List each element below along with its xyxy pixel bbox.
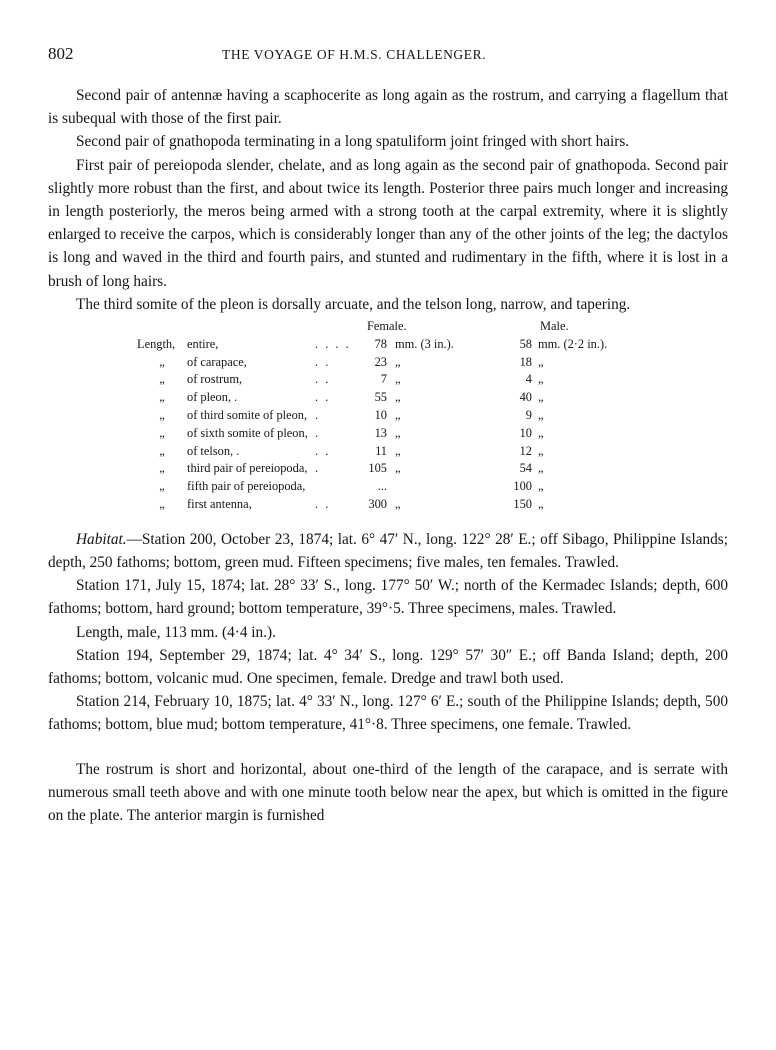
measurement-male: 58 [519, 336, 532, 351]
measurement-label [137, 443, 309, 461]
measurement-male-unit: „ [538, 390, 544, 405]
measurement-dots: . [315, 461, 321, 476]
row-prefix: „ [159, 479, 165, 494]
habitat-station-194: Station 194, September 29, 1874; lat. 4° 34′ S., long. 129° 57′ 30″ E.; off Banda Island; depth, 200 fathoms; bottom, volcanic mud. One specimen, female. Dredge and trawl both used. [48, 646, 728, 688]
table-row [137, 496, 618, 514]
habitat-length-male: Length, male, 113 mm. (4·4 in.). [76, 623, 276, 641]
measurement-male: 12 [519, 443, 532, 458]
row-prefix: „ [159, 497, 165, 511]
table-row [137, 389, 618, 407]
measurement-male: 54 [519, 461, 532, 476]
measurement-label [137, 496, 309, 514]
row-label: of sixth somite of pleon, [187, 425, 308, 440]
row-label: of pleon, . [187, 390, 238, 405]
measurement-male-unit: mm. (2·2 in.). [538, 336, 608, 351]
table-row [137, 371, 618, 389]
row-label: of third somite of pleon, [187, 408, 308, 423]
measurement-female-unit: „ [395, 425, 401, 440]
row-label: entire, [187, 336, 219, 351]
table-row [137, 336, 618, 354]
measurement-female: ... [377, 479, 387, 494]
table-row [137, 407, 618, 425]
measurement-dots: . . [315, 497, 331, 511]
measurement-dots: . . [315, 390, 331, 405]
habitat-section [48, 528, 728, 737]
measurement-male-unit: „ [538, 479, 544, 494]
measurement-dots: . . [315, 372, 331, 387]
paragraph-pereiopoda: First pair of pereiopoda slender, chelate, and as long again as the second pair of gnathopoda. Second pair slightly more robust than the first, and about twice its length. Posterior three pairs much longer and increasing in length posteriorly, the meros being armed with a strong tooth at the carpal extremity, where it is slightly enlarged to receive the carpos, which is considerably longer than any of the other joints of the leg; the dactylos is long and waved in the third and fourth pairs, and stunted and rudimentary in the fifth, where it is lost in a brush of long hairs. [48, 156, 728, 290]
paragraph-antennae: Second pair of antennæ having a scaphocerite as long again as the rostrum, and carrying a flagellum that is subequal with those of the first pair. [48, 87, 728, 128]
table-header-row [137, 318, 618, 336]
table-row [137, 354, 618, 372]
table-row [137, 443, 618, 461]
measurement-female: 55 [374, 390, 387, 405]
measurement-female: 300 [368, 497, 387, 511]
measurement-dots: . [315, 408, 321, 423]
measurement-female-unit: „ [395, 390, 401, 405]
measurement-label [137, 478, 309, 496]
running-head: THE VOYAGE OF H.M.S. CHALLENGER. [222, 47, 487, 62]
measurement-male-unit: „ [538, 497, 544, 511]
measurement-female-unit: „ [395, 461, 401, 476]
habitat-station-171: Station 171, July 15, 1874; lat. 28° 33′ S., long. 177° 50′ W.; north of the Kermadec Islands; depth, 600 fathoms; bottom, hard ground; bottom temperature, 39°·5. Three specimens, males. Trawled. [48, 577, 728, 618]
habitat-station-200: Habitat.—Station 200, October 23, 1874; lat. 6° 47′ N., long. 122° 28′ E.; off Sibago, Philippine Islands; depth, 250 fathoms; bottom, green mud. Fifteen specimens; five males, ten females. Trawled. [48, 530, 728, 571]
measurement-label [137, 354, 309, 372]
measurement-dots: . [315, 425, 321, 440]
row-label: fifth pair of pereiopoda, [187, 479, 306, 494]
measurement-dots: . . [315, 443, 331, 458]
row-prefix: Length, [137, 336, 176, 351]
measurement-dots: . . [315, 354, 331, 369]
row-prefix: „ [159, 372, 165, 387]
habitat-heading: Habitat. [76, 530, 127, 548]
body-text [48, 84, 728, 827]
measurement-male: 9 [525, 408, 532, 423]
row-label: of carapace, [187, 354, 247, 369]
row-prefix: „ [159, 354, 165, 369]
measurement-male-unit: „ [538, 461, 544, 476]
measurement-female-unit: „ [395, 354, 401, 369]
row-label: first antenna, [187, 497, 252, 511]
paragraph-pleon: The third somite of the pleon is dorsally arcuate, and the telson long, narrow, and tapering. [76, 295, 631, 313]
measurement-male: 10 [519, 425, 532, 440]
male-column-header: Male. [540, 319, 569, 334]
measurement-female-unit [387, 478, 500, 496]
female-column-header: Female. [367, 319, 407, 334]
measurement-female: 23 [374, 354, 387, 369]
measurement-label [137, 371, 309, 389]
measurement-male-unit: „ [538, 443, 544, 458]
measurement-female: 11 [375, 443, 387, 458]
row-prefix: „ [159, 443, 165, 458]
row-label: of telson, . [187, 443, 240, 458]
row-label: third pair of pereiopoda, [187, 461, 308, 476]
measurement-female-unit: „ [395, 443, 401, 458]
table-row [137, 478, 618, 496]
measurement-female: 105 [368, 461, 387, 476]
habitat-station-214: Station 214, February 10, 1875; lat. 4° 33′ N., long. 127° 6′ E.; south of the Philippine Islands; depth, 500 fathoms; bottom, blue mud; bottom temperature, 41°·8. Three specimens, one female. Trawled. [48, 693, 728, 734]
measurement-label [137, 336, 309, 354]
measurement-male: 40 [519, 390, 532, 405]
measurement-label [137, 389, 309, 407]
measurement-male-unit: „ [538, 372, 544, 387]
measurement-male: 150 [513, 497, 532, 511]
measurement-dots: . . . . [315, 336, 351, 351]
measurement-female: 78 [374, 336, 387, 351]
paragraph-rostrum: The rostrum is short and horizontal, about one-third of the length of the carapace, and is serrate with numerous small teeth above and with one minute tooth below near the apex, but which is omitted in the figure on the plate. The anterior margin is furnished [48, 760, 728, 825]
paragraph-gnathopoda: Second pair of gnathopoda terminating in a long spatuliform joint fringed with short hairs. [76, 133, 630, 151]
row-label: of rostrum, [187, 372, 243, 387]
measurement-label [137, 425, 309, 443]
measurement-dots [309, 478, 355, 496]
measurement-female: 7 [380, 372, 387, 387]
measurement-male-unit: „ [538, 425, 544, 440]
measurement-female: 10 [374, 408, 387, 423]
measurement-male-unit: „ [538, 408, 544, 423]
measurement-female: 13 [374, 425, 387, 440]
measurement-male: 18 [519, 354, 532, 369]
measurement-male: 100 [513, 479, 532, 494]
page-number: 802 [48, 44, 74, 63]
measurement-male: 4 [525, 372, 532, 387]
row-prefix: „ [159, 461, 165, 476]
measurement-label [137, 460, 309, 478]
row-prefix: „ [159, 390, 165, 405]
measurement-table [137, 318, 618, 514]
measurement-male-unit: „ [538, 354, 544, 369]
row-prefix: „ [159, 408, 165, 423]
measurement-female-unit: „ [395, 497, 401, 511]
table-row [137, 460, 618, 478]
measurement-female-unit: „ [395, 372, 401, 387]
measurement-label [137, 407, 309, 425]
measurement-female-unit: mm. (3 in.). [395, 336, 454, 351]
measurement-female-unit: „ [395, 408, 401, 423]
table-row [137, 425, 618, 443]
row-prefix: „ [159, 425, 165, 440]
